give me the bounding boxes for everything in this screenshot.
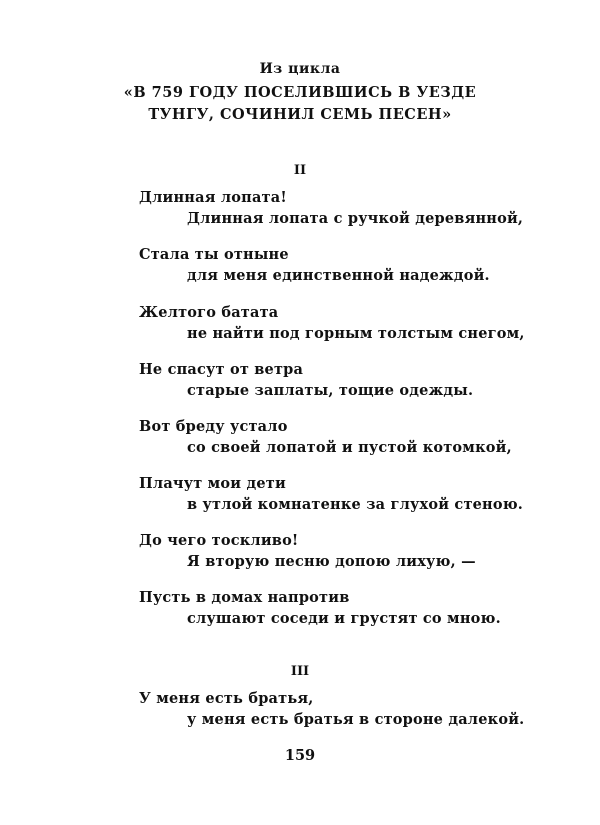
poem-line: Вот бреду устало (139, 418, 288, 435)
poem-line: Я вторую песню допою лихую, — (187, 553, 476, 570)
poem-line: у меня есть братья в стороне далекой. (187, 711, 525, 728)
section-number-iii: III (290, 664, 310, 679)
poem-line: Плачут мои дети (139, 475, 286, 492)
poem-line: Стала ты отныне (139, 246, 289, 263)
poem-line: для меня единственной надеждой. (187, 267, 490, 284)
poem-line: в утлой комнатенке за глухой стеною. (187, 496, 524, 513)
poem-line: со своей лопатой и пустой котомкой, (187, 439, 512, 456)
poem-line: У меня есть братья, (139, 690, 314, 707)
cycle-title-line-2: ТУНГУ, СОЧИНИЛ СЕМЬ ПЕСЕН» (148, 106, 452, 123)
poem-line: До чего тоскливо! (139, 532, 299, 549)
poem-line: Желтого батата (139, 304, 279, 321)
poem-line: Пусть в домах напротив (139, 589, 350, 606)
cycle-title-line-1: «В 759 ГОДУ ПОСЕЛИВШИСЬ В УЕЗДЕ (123, 84, 477, 101)
poem-line: Длинная лопата! (139, 189, 287, 206)
page-number: 159 (284, 747, 316, 764)
poem-line: слушают соседи и грустят со мною. (187, 610, 501, 627)
section-number-ii: II (293, 163, 307, 178)
poem-line: старые заплаты, тощие одежды. (187, 382, 474, 399)
cycle-label: Из цикла (259, 61, 341, 77)
poem-line: Длинная лопата с ручкой деревянной, (187, 210, 524, 227)
poem-line: Не спасут от ветра (139, 361, 304, 378)
poem-line: не найти под горным толстым снегом, (187, 325, 525, 342)
